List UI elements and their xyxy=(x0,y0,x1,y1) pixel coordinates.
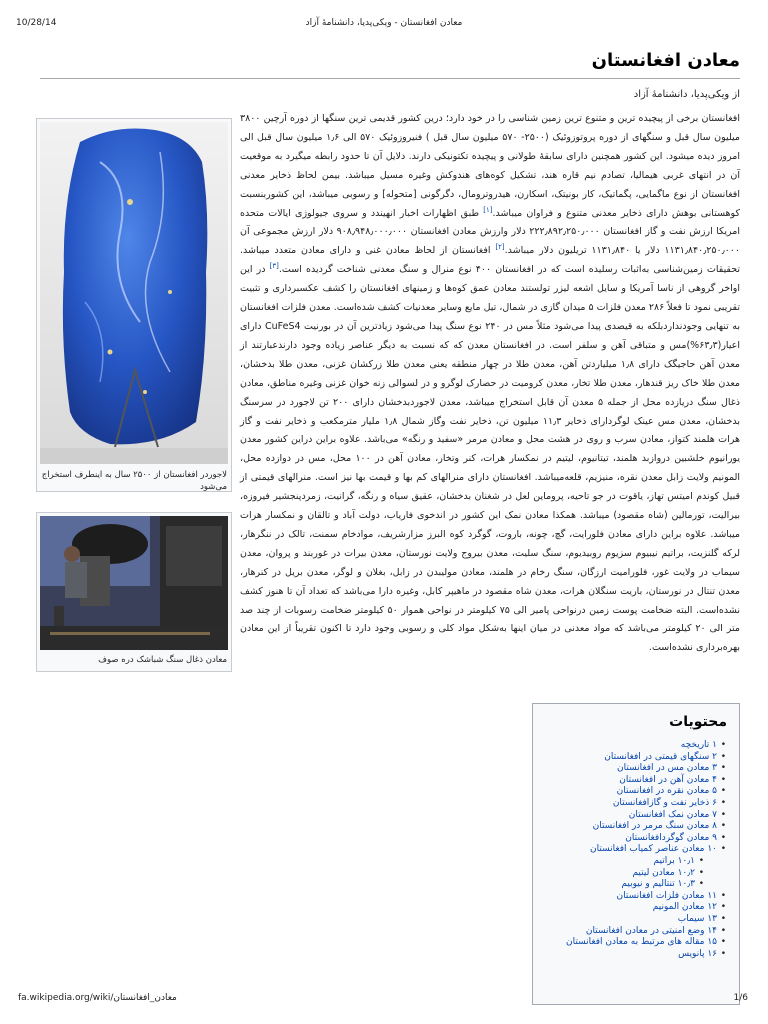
print-footer xyxy=(0,993,768,1007)
print-date: 10/28/14 xyxy=(16,18,57,28)
toc-item[interactable]: • ۷ معادن نمک افغانستان xyxy=(537,810,717,822)
figure-caption: معادن ذغال سنگ شباشک دره صوف xyxy=(98,655,227,665)
coal-mine-image[interactable] xyxy=(40,516,228,650)
title-divider xyxy=(40,78,740,79)
body-text: افغانستان از لحاظ معادن غنی و دارای معادن متعدد میباشد. تحقیقات زمین‌شناسی به‌اثبات رسلیده است که در افغانستان ۴۰۰ نوع منرال و سنگ معدنی شناخت گردیده است. xyxy=(240,245,741,276)
toc-title: محتویات xyxy=(669,714,727,730)
figure-caption: لاجوردر افغانستان از ۲۵۰۰ سال به اینطرف استخراج می‌شود xyxy=(41,470,227,492)
toc-subitem[interactable]: • ۱۰٫۲ معادن لیتیم xyxy=(537,868,695,880)
lapis-lazuli-image[interactable] xyxy=(40,122,228,464)
toc-item[interactable] xyxy=(537,844,717,890)
toc-subitem[interactable]: • ۱۰٫۳ تنتالیم و نیوبیم xyxy=(537,879,695,891)
print-url: fa.wikipedia.org/wiki/معادن_افغانستان xyxy=(18,993,177,1003)
from-wikipedia-line: از ویکی‌پدیا، دانشنامهٔ آزاد xyxy=(633,89,740,100)
toc-item[interactable]: • ۱۶ پانویس xyxy=(537,949,717,961)
toc-item[interactable]: • ۱۱ معادن فلزات افغانستان xyxy=(537,891,717,903)
toc-item[interactable]: • ۶ ذخایر نفت و گازافغانستان xyxy=(537,798,717,810)
figure-coal-mine xyxy=(36,512,232,672)
article-body xyxy=(240,110,740,658)
toc-subitem[interactable]: • ۱۰٫۱ براتیم xyxy=(537,856,695,868)
toc-list xyxy=(533,734,739,960)
toc-item[interactable]: • ۱۵ مقاله های مرتبط به معادن افغانستان xyxy=(537,937,717,949)
toc-item[interactable]: • ۱ تاریخچه xyxy=(537,740,717,752)
citation-link[interactable]: [۳] xyxy=(269,262,279,271)
toc-item[interactable]: • ۴ معادن آهن در افغانستان xyxy=(537,775,717,787)
toc-item[interactable]: • ۱۴ وضع امنیتی در معادن افغانستان xyxy=(537,926,717,938)
toc-item[interactable]: • ۲ سنگهای قیمتی در افغانستان xyxy=(537,752,717,764)
toc-item[interactable]: • ۱۲ معادن المونیم xyxy=(537,902,717,914)
toc-item[interactable]: • ۳ معادن مس در افغانستان xyxy=(537,763,717,775)
print-header xyxy=(0,18,768,32)
figure-lapis xyxy=(36,118,232,492)
toc-item[interactable]: • ۵ معادن نقره در افغانستان xyxy=(537,786,717,798)
toc-item[interactable]: • ۱۳ سیماب xyxy=(537,914,717,926)
citation-link[interactable]: [۲] xyxy=(495,243,505,252)
toc-item-label[interactable]: ۱۰ معادن عناصر کمیاب افغانستان xyxy=(590,844,717,855)
body-text: طبق اظهارات اخبار انهیندد و سروی جیولوژی ایالات متحده امریکا ارزش نفت و گاز افغانستان ۲۲۲٫۸۹۲٫۲۵۰٫۰۰۰ دلار وارزش معادن افغانستان ۹۰۸٫۹۴۸٫۰۰۰٫۰۰۰ دلار ارزش مجموعی آن ۱۱۳۱٫۸۴۰٫۲۵۰٫۰۰۰ دلار یا ۱۱۳۱٫۸۴۰ تریلیون دلار میباشد. xyxy=(240,207,740,257)
toc-sublist xyxy=(537,856,717,891)
print-page-title: معادن افغانستان - ویکی‌پدیا، دانشنامهٔ آزاد xyxy=(305,18,463,28)
article-paragraph xyxy=(240,110,740,658)
table-of-contents xyxy=(532,703,740,1005)
body-text: افغانستان برخی از پیچیده ترین و متنوع ترین زمین شناسی را در خود دارد؛ درین کشور قدیمی ترین سنگها از دوره آرچین ۳۸۰۰ میلیون سال قبل و سنگهای از دوره پروتوزوئیک (۲۵۰۰- ۵۷۰ میلیون سال قبل ) فنیروزوئیک ۵۷۰ الی ۱٫۶ میلیون سال قبل الی امروز دیده میشود. این کشور همچنین دارای سابقهٔ طولانی و پیچیده تکتونیکی دارند. دلایل آن تا حدود رابطه میگیرد به موقعیت آن در انتهای غربی هیمالیا، تصادم نیم قاره هند، تشکیل کوه‌های هندوکش وغیره مسیل میباشد. بیمن لحاظ ذخایر معدنی افغانستان از نوع ماگمایی، پگماتیک، کار بونیتک، اسکارن، هیدروترومال، دگرگونی [متحوله] و رسوبی میباشد، این کشوربنسبت کوهستانی بوهش دارای ذخایر معدنی متنوع و فراوان میباشد. xyxy=(240,113,740,219)
page-number: 1/6 xyxy=(733,993,748,1003)
citation-link[interactable]: [۱] xyxy=(483,205,493,214)
toc-item[interactable]: • ۹ معادن گوگردافغانستان xyxy=(537,833,717,845)
toc-item[interactable]: • ۸ معادن سنگ مرمر در افغانستان xyxy=(537,821,717,833)
body-text: در این اواخر گروهی از ناسا آمریکا و سایل اشعه لیزر تولستند معادن عمق کوه‌ها و زمینهای افغانستان را کشف عکسبرداری و تثبیت تقریبی نمود تا فعلاً ۲۸۶ معدن فلزات ۵ میدان گازی در شمال، تیل مایع وسایر معدنیات کشف شده‌است. معدن فلزات افغانستان به تنهایی وجودنداردبلکه به قیصدی پیدا می‌شود مثلاً مس در ۲۴۰ نوع سنگ پیدا می‌شود زیادترین آن در بورنیت CuFeS4 دارای اعیار(۶۳٫۳%)مس و متباقی آهن و سلفر است. در افغانستان معدن که که نسبت به دیگر عناصر زیاده وجود دارندعبارتند از معدن آهن حاجیگک دارای ۱٫۸ میلیاردتن آهن، معدن طلا در چهار منطقه یعنی معدن طلا زرکشان غزنی، معدن طلا بدخشان، معدن طلا خاک ریز قندهار، معدن طلا تخار، معدن کرومیت در حصارک لوگرو و در لسوالی زنه خوان غزنی وغیره مناطق، معادن ذغال سنگ دریازده محل از جمله ۵ معدن آن قابل استخراج میباشد، معدن لاجوردبدخشان دارای ۲۰۰ تن لاجورد در سرسنگ بدخشان، معدن مس عینک لوگردارای ذخایر ۱۱٫۳ میلیون تن، ذخایر نفت وگاز شمال ۱٫۸ ملیار مترمکعب و ذخایر نفت و گاز هرات هلمند کتواز، معادن سرب و روی در هشت محل و معادن مرمر «سفید و رنگه» می‌باشد. علاوه براین دراین کشور معدن یورانیوم خلشبین دروازبد هلمند، تیتانیوم، لیتیم در نمکسار هرات، کنر وتخار، معادن آهن در ۱۰۰ محل، مس در دوازده محل، المونیم ولایت زابل معدن نقره، منیزیم، قلعه‌میباشد. افغانستان دارای منرالهای کم بها و قیمت بها نیز است. منرالهای قیمتی از قبیل کوندم امیتس تهاز، یاقوت در جو تاحیه، پروماین لعل در شغنان بدخشان، عقیق سیاه و رنگه، گرانیت، زمردپنجشیر فیروزه، بیرالیت، تورمالین (شاه مقصود) میباشد. همکذا معادن نمک این کشور در اندخوی فاریاب، دولت آباد و تالقان و نمکسار هرات میباشد. علاوه براین دارای معادن فلورایت، گچ، چونه، باروت، گوگرد کوه البرز مزارشریف، موادخام سمنت، تالک در ننگرهار، لرکه گلنزیت، براتیم نیبیوم سزیوم روبیدیوم، سنگ سلیت، معدن بیروج ولایت نورستان، معدن بیرات در غوربند و پروان، معدن سیماب در ولایت غور، فلورامیت ارزگان، سنگ رخام در هلمند، معادن مولیبدن در زابل، بغلان و لوگر، معدن بریل در کنرهار، معدن تنتال در نورستان، باریت سنگلان هرات، معدن شاه مقصود در ماهیپر کابل، وغیره دارا می‌باشد که تعداد آن تا هنوز کشف نشده‌است. البته ضخامت پوست زمین درنواحی پامیر الی ۷۵ کیلومتر در نواحی هموار ۵۰ کیلومتر ضخامت رسوبات از چند صد متر الی ۲۰ کیلومتر می‌باشد که مواد معدنی در میان اینها به‌شکل مواد کلی و رسوبی وجود دارد تا اکنون تقریباً از این معادن بهره‌برداری نشده‌است. xyxy=(240,264,741,654)
article-title: معادن افغانستان xyxy=(591,50,740,71)
